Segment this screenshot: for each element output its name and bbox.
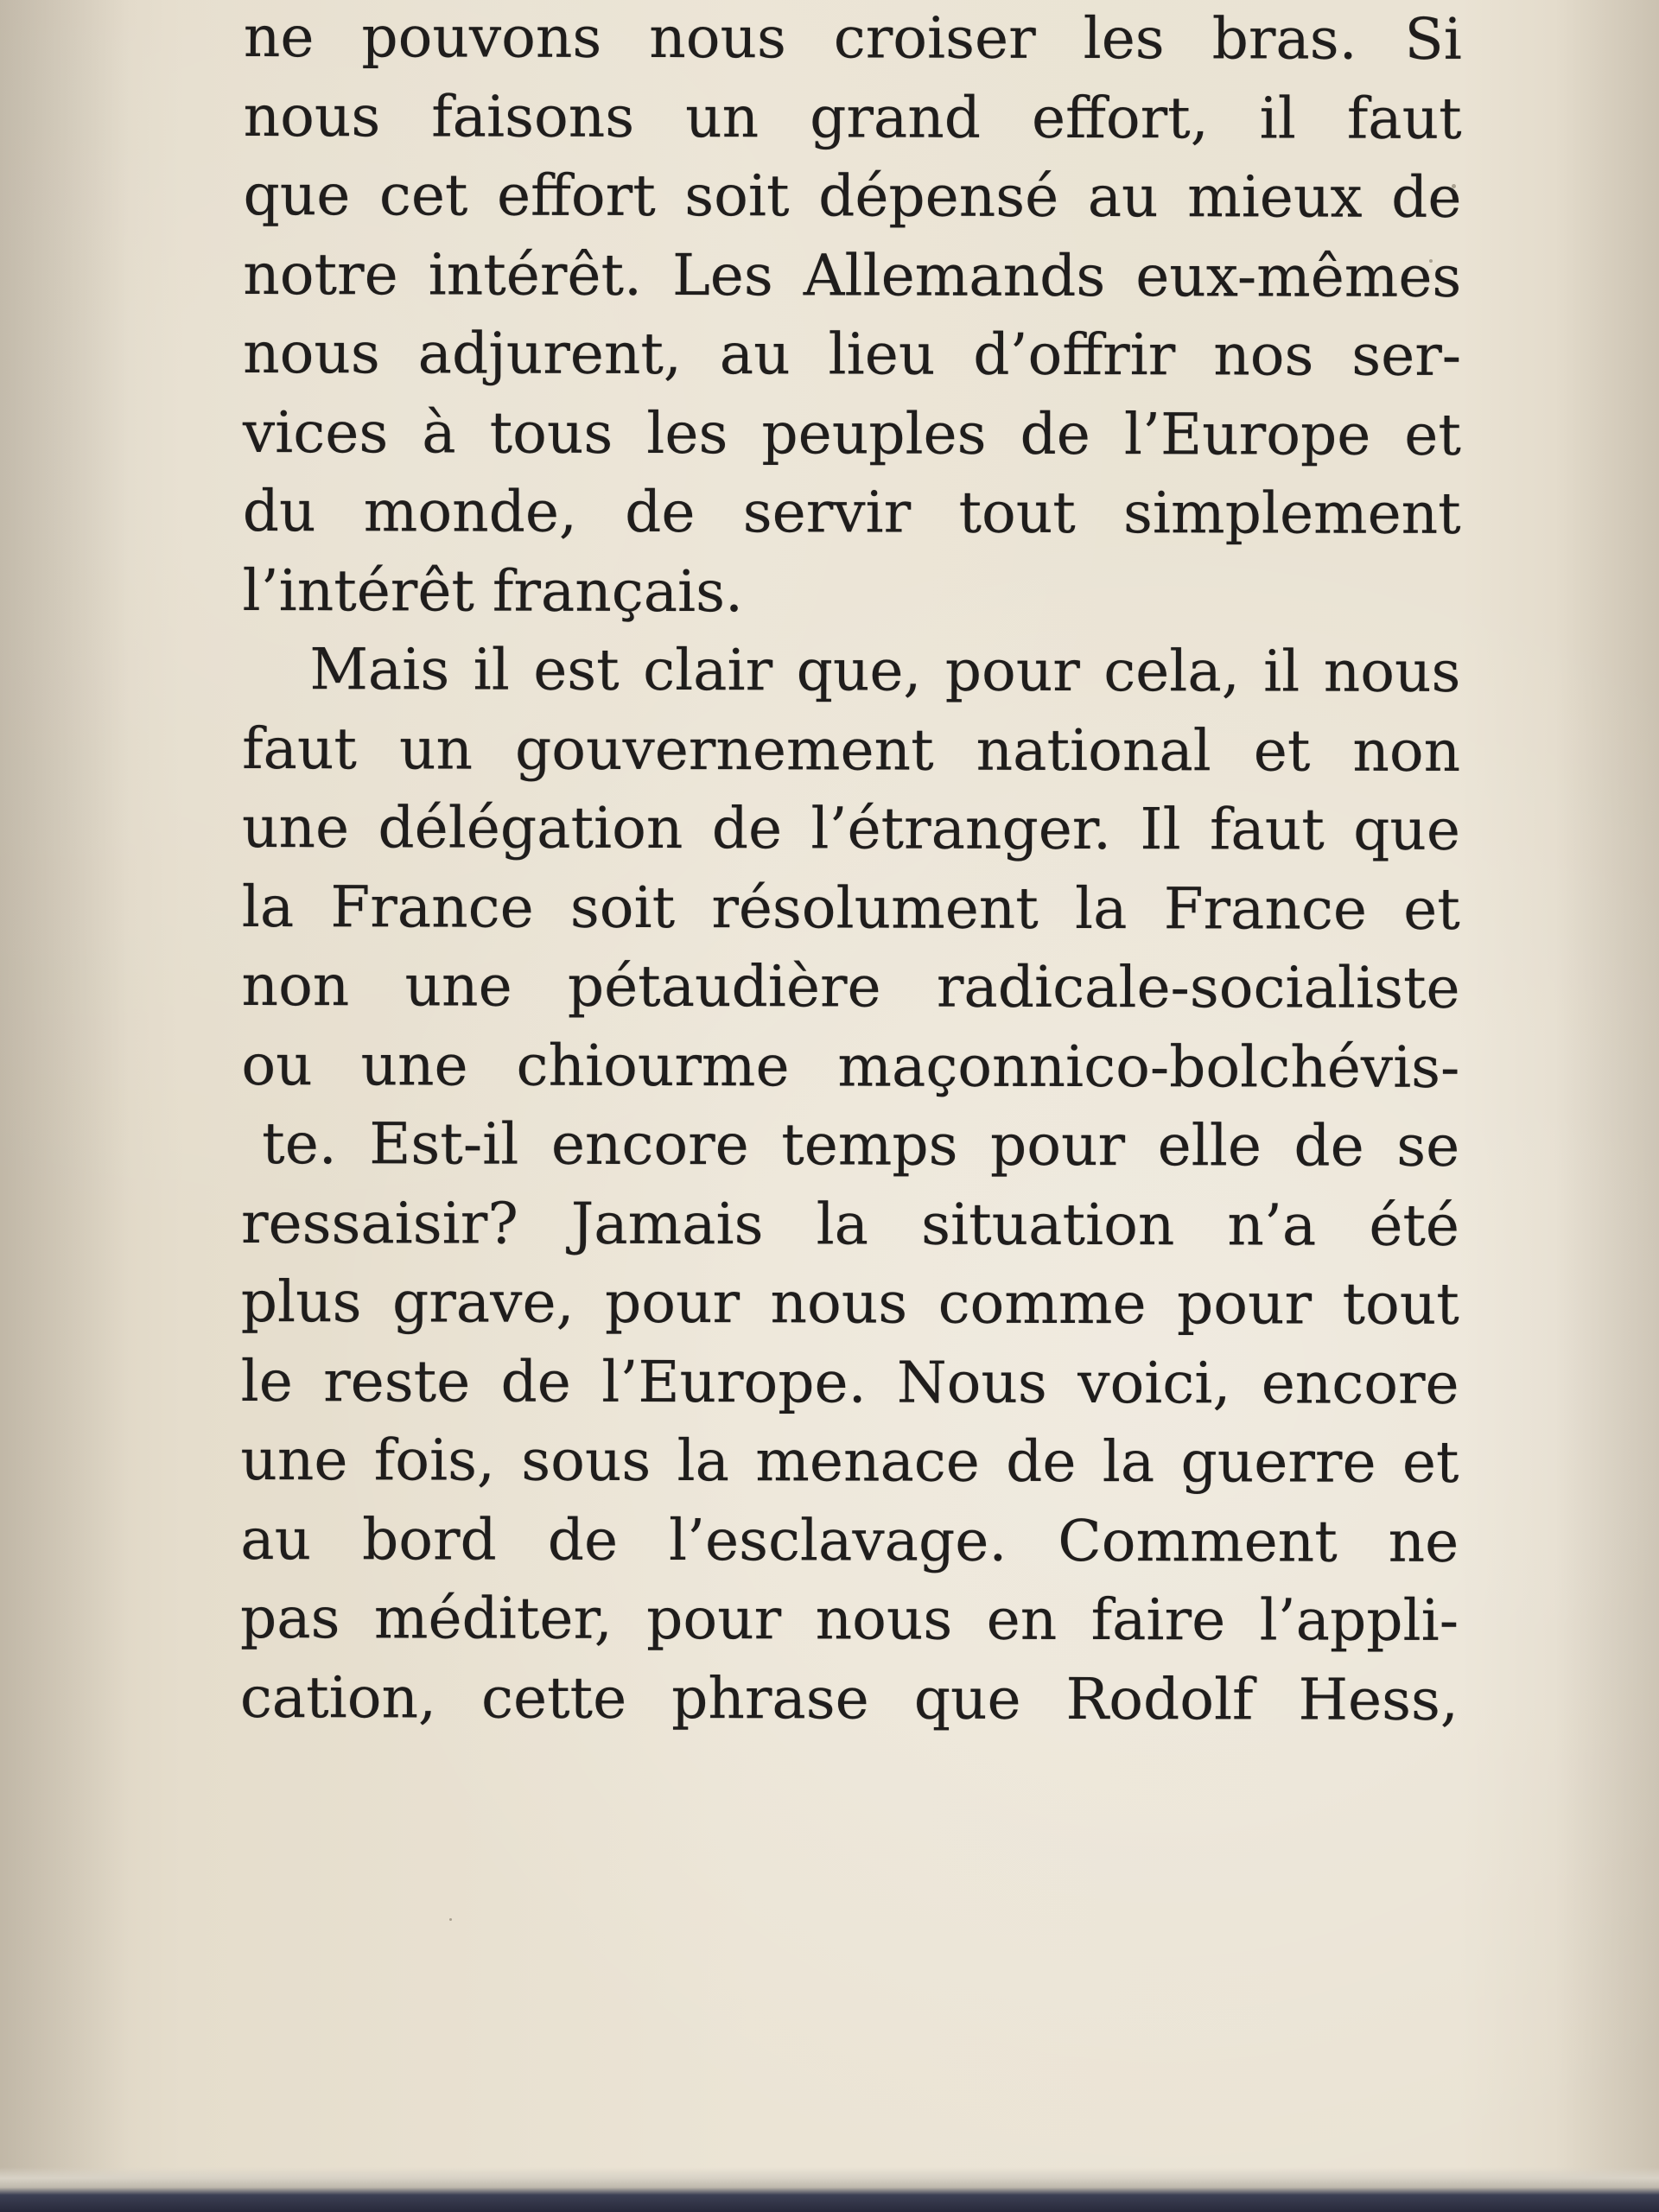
text-line: le reste de l’Europe. Nous voici, encore	[240, 1347, 1459, 1417]
text-line: vices à tous les peuples de l’Europe et	[242, 398, 1462, 468]
text-line: l’intérêt français.	[242, 556, 744, 625]
text-line: te. Est-il encore temps pour elle de se	[262, 1110, 1460, 1179]
text-line: ne pouvons nous croiser les bras. Si	[243, 3, 1462, 73]
paper-speck	[449, 1918, 452, 1921]
text-line: la France soit résolument la France et	[241, 873, 1460, 943]
text-line: nous faisons un grand effort, il faut	[243, 82, 1462, 152]
text-line: faut un gouvernement national et non	[242, 715, 1461, 785]
text-line: plus grave, pour nous comme pour tout	[240, 1268, 1459, 1338]
text-line: non une pétaudière radicale-socialiste	[241, 951, 1460, 1021]
text-line: du monde, de servir tout simplement	[242, 477, 1461, 547]
text-line: pas méditer, pour nous en faire l’appli-	[239, 1584, 1459, 1654]
text-line: au bord de l’esclavage. Comment ne	[240, 1505, 1459, 1575]
text-line: cation, cette phrase que Rodolf Hess,	[239, 1663, 1459, 1733]
book-bottom-edge	[0, 2167, 1659, 2212]
right-page-shadow	[1555, 0, 1659, 2212]
text-line: notre intérêt. Les Allemands eux-mêmes	[243, 240, 1462, 310]
book-text-block	[240, 0, 1462, 1739]
text-line: une délégation de l’étranger. Il faut que	[241, 793, 1461, 863]
text-line: que cet effort soit dépensé au mieux de	[243, 161, 1462, 231]
text-line: une fois, sous la menace de la guerre et	[240, 1426, 1459, 1496]
text-line: ou une chiourme maçonnico-bolchévis-	[241, 1031, 1460, 1101]
text-line: ressaisir? Jamais la situation n’a été	[240, 1189, 1460, 1259]
left-page-shadow	[0, 0, 130, 2212]
paragraph-first-line: Mais il est clair que, pour cela, il nous	[309, 636, 1461, 705]
text-line: nous adjurent, au lieu d’offrir nos ser-	[243, 319, 1462, 389]
